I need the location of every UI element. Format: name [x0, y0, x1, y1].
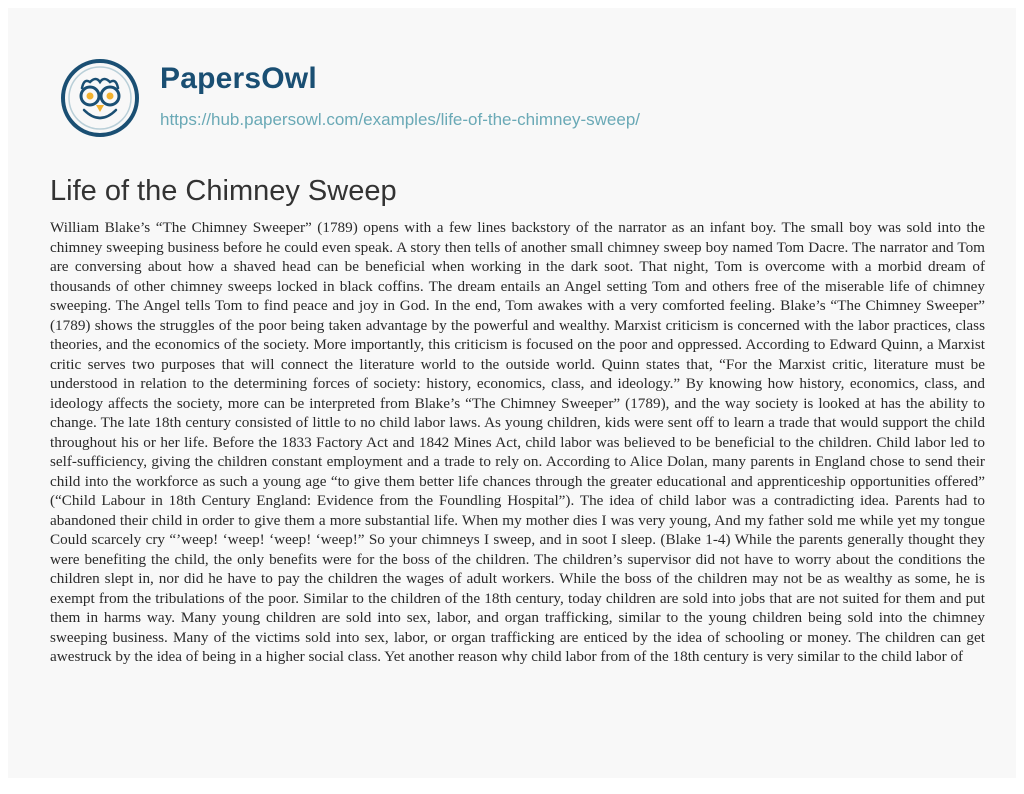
- brand-block: [160, 62, 640, 130]
- site-header: [60, 58, 640, 138]
- owl-icon: [60, 58, 140, 138]
- essay-body: William Blake’s “The Chimney Sweeper” (1789) opens with a few lines backstory of the narrator as an infant boy. The small boy was sold into the chimney sweeping business before he could even speak. A story then tells of another small chimney sweep boy named Tom Dacre. The narrator and Tom are conversing about how a shaved head can be beneficial when working in the dark soot. That night, Tom is overcome with a morbid dream of thousands of other chimney sweeps locked in black coffins. The dream entails an Angel setting Tom and others free of the miserable life of chimney sweeping. The Angel tells Tom to find peace and joy in God. In the end, Tom awakes with a very comforted feeling. Blake’s “The Chimney Sweeper” (1789) shows the struggles of the poor being taken advantage by the powerful and wealthy. Marxist criticism is concerned with the labor practices, class theories, and the economics of the society. More importantly, this criticism is focused on the poor and oppressed. According to Edward Quinn, a Marxist critic serves two purposes that will connect the literature world to the outside world. Quinn states that, “For the Marxist critic, literature must be understood in relation to the determining forces of society: history, economics, class, and ideology.” By knowing how history, economics, class, and ideology affects the society, more can be interpreted from Blake’s “The Chimney Sweeper” (1789), and the way society is looked at has the ability to change. The late 18th century consisted of little to no child labor laws. As young children, kids were sent off to learn a trade that would support the child throughout his or her life. Before the 1833 Factory Act and 1842 Mines Act, child labor was believed to be beneficial to the children. Child labor led to self-sufficiency, giving the children constant employment and a trade to rely on. According to Alice Dolan, many parents in England chose to send their child into the workforce as such a young age “to give them better life chances through the greater educational and apprenticeship opportunities offered” (“Child Labour in 18th Century England: Evidence from the Foundling Hospital”). The idea of child labor was a contradicting idea. Parents had to abandoned their child in order to give them a more substantial life. When my mother dies I was very young, And my father sold me while yet my tongue Could scarcely cry “’weep! ‘weep! ‘weep! ‘weep!” So your chimneys I sweep, and in soot I sleep. (Blake 1-4) While the parents generally thought they were benefiting the child, the only benefits were for the boss of the children. The children’s supervisor did not have to worry about the conditions the children slept in, nor did he have to pay the children the wages of adult workers. While the boss of the children may not be as wealthy as some, he is exempt from the tribulations of the poor. Similar to the children of the 18th century, today children are sold into jobs that are not suited for them and put them in harms way. Many young children are sold into sex, labor, and organ trafficking, similar to the young children being sold into the chimney sweeping business. Many of the victims sold into sex, labor, or organ trafficking are enticed by the idea of schooling or money. The children can get awestruck by the idea of being in a higher social class. Yet another reason why child labor from of the 18th century is very similar to the child labor of: [50, 219, 985, 665]
- brand-name: PapersOwl: [160, 62, 317, 95]
- page: [8, 8, 1016, 778]
- essay-title: Life of the Chimney Sweep: [50, 175, 397, 207]
- source-url-link[interactable]: https://hub.papersowl.com/examples/life-of-the-chimney-sweep/: [160, 110, 640, 129]
